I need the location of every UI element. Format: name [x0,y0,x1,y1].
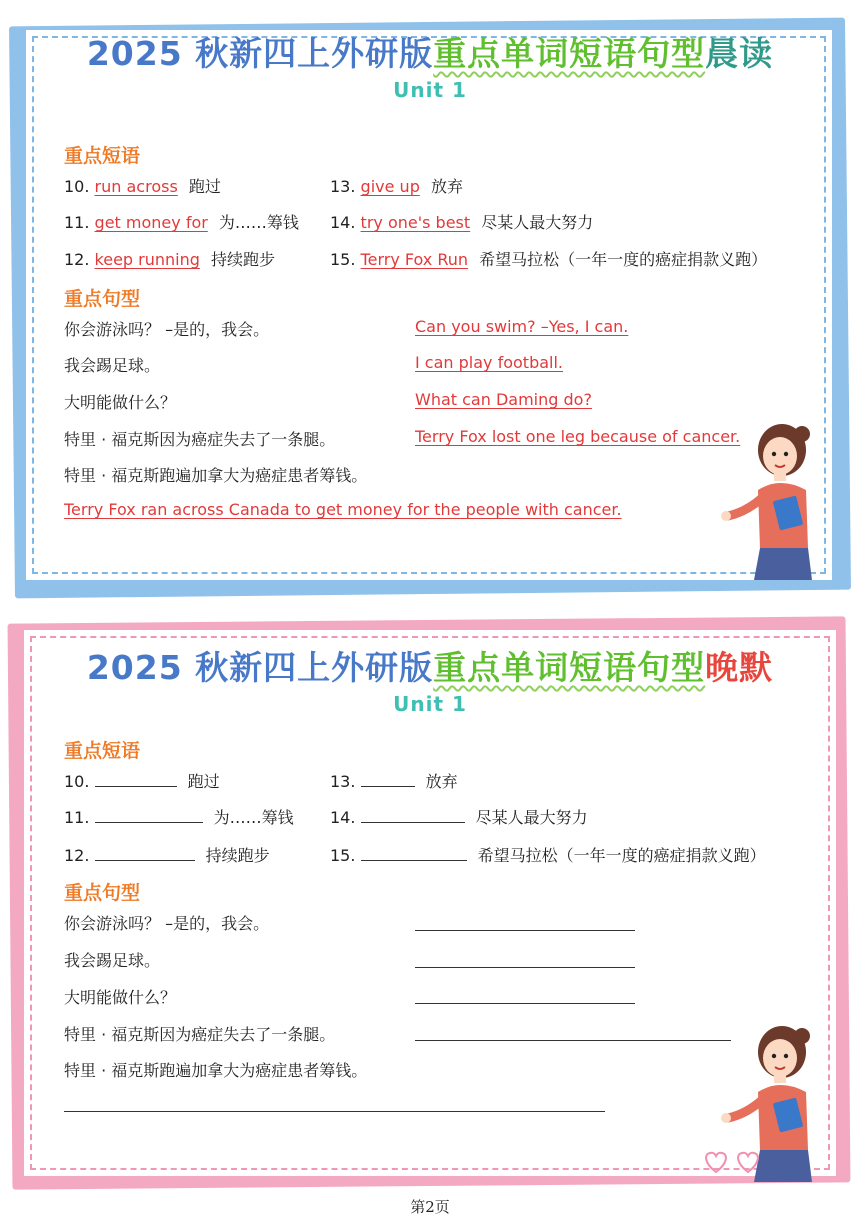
answer-line[interactable] [415,1003,635,1004]
phrase-number: 11. [64,808,90,827]
phrase-answer: give up [360,177,420,196]
unit-label: Unit 1 [393,692,467,716]
sentence-chinese: 特里 · 福克斯因为癌症失去了一条腿。 [64,1025,336,1044]
answer-line[interactable] [64,1111,605,1112]
page-number: 第2页 [410,1198,450,1216]
phrase-answer: try one's best [360,213,471,232]
answer-line[interactable] [415,1040,731,1041]
sentence-answer: Can you swim? –Yes, I can. [415,317,629,336]
phrase-answer: keep running [94,250,200,269]
title-suffix: 晨读 [705,34,774,73]
sentence-answer: I can play football. [415,353,564,372]
sentence-chinese: 大明能做什么？ [64,988,177,1007]
sentence-chinese: 我会踢足球。 [64,951,161,970]
sentences-heading: 重点句型 [64,882,141,904]
phrase-answer: run across [94,177,178,196]
phrase-meaning: 跑过 [187,772,220,791]
sentence-chinese: 特里 · 福克斯因为癌症失去了一条腿。 [64,430,336,449]
phrase-number: 15. [330,846,356,865]
phrase-item [64,805,294,828]
sentence-answer: What can Daming do? [415,390,592,409]
answer-blank[interactable] [361,808,465,823]
title-highlight: 重点单词短语句型 [433,34,706,73]
phrase-item [330,210,593,233]
sentence-answer: Terry Fox ran across Canada to get money for the people with cancer. [64,500,622,519]
phrase-meaning: 尽某人最大努力 [481,213,594,232]
sentence-chinese: 特里 · 福克斯跑遍加拿大为癌症患者筹钱。 [64,466,368,485]
phrase-meaning: 持续跑步 [211,250,276,269]
phrase-item [330,843,766,866]
phrase-number: 12. [64,250,90,269]
sentences-heading: 重点句型 [64,288,141,310]
title-suffix: 晚默 [705,648,774,687]
title-highlight: 重点单词短语句型 [433,648,706,687]
hearts-decoration [702,1148,772,1176]
answer-line[interactable] [415,930,635,931]
phrase-number: 10. [64,772,90,791]
sentence-chinese: 你会游泳吗？ –是的，我会。 [64,914,270,933]
phrase-item [64,769,220,792]
teacher-illustration [718,420,828,580]
dashed-border [32,36,826,574]
card-sheet [26,30,832,580]
phrase-item [64,247,275,270]
card-title [0,642,860,689]
phrase-number: 14. [330,213,356,232]
phrase-answer: Terry Fox Run [360,250,469,269]
phrase-item [330,247,767,270]
phrase-item [330,174,463,197]
title-prefix: 2025 秋新四上外研版 [86,34,434,73]
phrase-number: 15. [330,250,356,269]
phrase-number: 12. [64,846,90,865]
answer-line[interactable] [415,967,635,968]
evening-dictation-card [0,612,860,1192]
phrases-heading: 重点短语 [64,740,141,762]
card-title [0,28,860,75]
phrase-item [64,174,221,197]
title-prefix: 2025 秋新四上外研版 [86,648,434,687]
phrase-meaning: 放弃 [425,772,458,791]
phrase-meaning: 持续跑步 [205,846,270,865]
sentence-chinese: 你会游泳吗？ –是的，我会。 [64,320,270,339]
answer-blank[interactable] [361,772,415,787]
answer-blank[interactable] [361,846,467,861]
sentence-chinese: 大明能做什么？ [64,393,177,412]
phrase-item [330,805,588,828]
answer-blank[interactable] [95,772,177,787]
dashed-border [30,636,830,1170]
phrase-number: 14. [330,808,356,827]
phrases-heading: 重点短语 [64,145,141,167]
phrase-answer: get money for [94,213,208,232]
sentence-chinese: 我会踢足球。 [64,356,161,375]
phrase-number: 11. [64,213,90,232]
phrase-meaning: 希望马拉松（一年一度的癌症捐款义跑） [479,250,768,269]
phrase-meaning: 放弃 [430,177,463,196]
phrase-item [64,843,270,866]
phrase-number: 13. [330,772,356,791]
phrase-number: 13. [330,177,356,196]
sentence-chinese: 特里 · 福克斯跑遍加拿大为癌症患者筹钱。 [64,1061,368,1080]
sentence-answer: Terry Fox lost one leg because of cancer. [415,427,741,446]
phrase-meaning: 希望马拉松（一年一度的癌症捐款义跑） [477,846,766,865]
phrase-item [64,210,299,233]
phrase-meaning: 跑过 [188,177,221,196]
answer-blank[interactable] [95,808,203,823]
phrase-number: 10. [64,177,90,196]
phrase-meaning: 尽某人最大努力 [475,808,588,827]
phrase-item [330,769,458,792]
phrase-meaning: 为……筹钱 [213,808,294,827]
unit-label: Unit 1 [393,78,467,102]
phrase-meaning: 为……筹钱 [218,213,299,232]
answer-blank[interactable] [95,846,195,861]
